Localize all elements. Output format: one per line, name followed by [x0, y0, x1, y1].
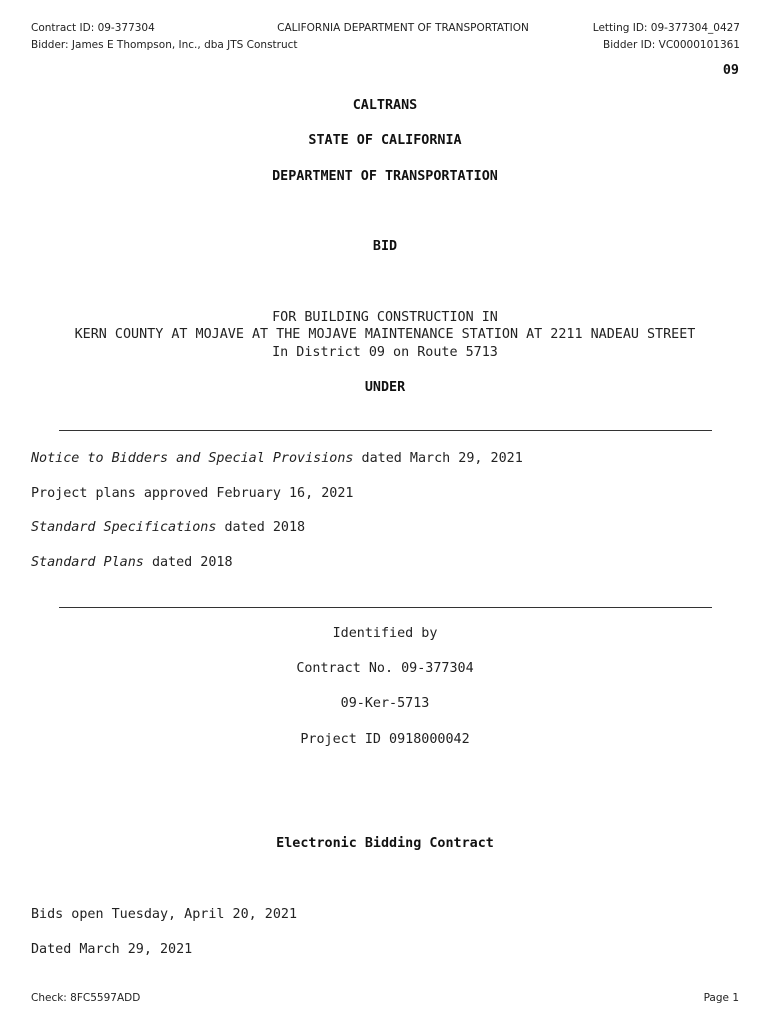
letting-id: Letting ID: 09-377304_0427: [592, 22, 740, 34]
notice-line: [31, 450, 523, 467]
standard-plans-title: Standard Plans: [31, 555, 144, 570]
standard-plans-date: dated 2018: [151, 555, 233, 570]
contract-id: Contract ID: 09-377304: [31, 22, 155, 34]
dated-line: Dated March 29, 2021: [31, 942, 193, 957]
project-plans-line: Project plans approved February 16, 2021: [31, 486, 354, 501]
title-department: DEPARTMENT OF TRANSPORTATION: [272, 169, 498, 184]
title-bid: BID: [372, 239, 398, 254]
project-line-1: FOR BUILDING CONSTRUCTION IN: [272, 310, 498, 325]
under-label: UNDER: [364, 380, 406, 395]
bidder-id: Bidder ID: VC0000101361: [603, 39, 740, 51]
title-state: STATE OF CALIFORNIA: [308, 133, 462, 148]
contract-number: Contract No. 09-377304: [296, 661, 474, 676]
standard-plans-line: [31, 554, 233, 571]
bidder-name: Bidder: James E Thompson, Inc., dba JTS Construct: [31, 39, 298, 51]
standard-specs-line: [31, 519, 305, 536]
divider-bottom: [59, 607, 712, 608]
page-number: Page 1: [703, 992, 739, 1004]
contract-type: Electronic Bidding Contract: [276, 836, 494, 851]
location-code: 09-Ker-5713: [340, 696, 430, 711]
divider-top: [59, 430, 712, 431]
identified-by: Identified by: [332, 626, 438, 641]
bids-open-date: Bids open Tuesday, April 20, 2021: [31, 907, 298, 922]
check-code: Check: 8FC5597ADD: [31, 992, 141, 1004]
title-caltrans: CALTRANS: [352, 98, 418, 113]
standard-specs-date: dated 2018: [224, 520, 306, 535]
notice-title: Notice to Bidders and Special Provisions: [31, 451, 354, 466]
notice-date: dated March 29, 2021: [361, 451, 523, 466]
agency-header: CALIFORNIA DEPARTMENT OF TRANSPORTATION: [277, 22, 529, 34]
district-code: 09: [722, 63, 739, 78]
project-line-3: In District 09 on Route 5713: [272, 345, 498, 360]
project-line-2: KERN COUNTY AT MOJAVE AT THE MOJAVE MAINTENANCE STATION AT 2211 NADEAU STREET: [74, 327, 696, 342]
project-id: Project ID 0918000042: [300, 732, 470, 747]
standard-specs-title: Standard Specifications: [31, 520, 217, 535]
